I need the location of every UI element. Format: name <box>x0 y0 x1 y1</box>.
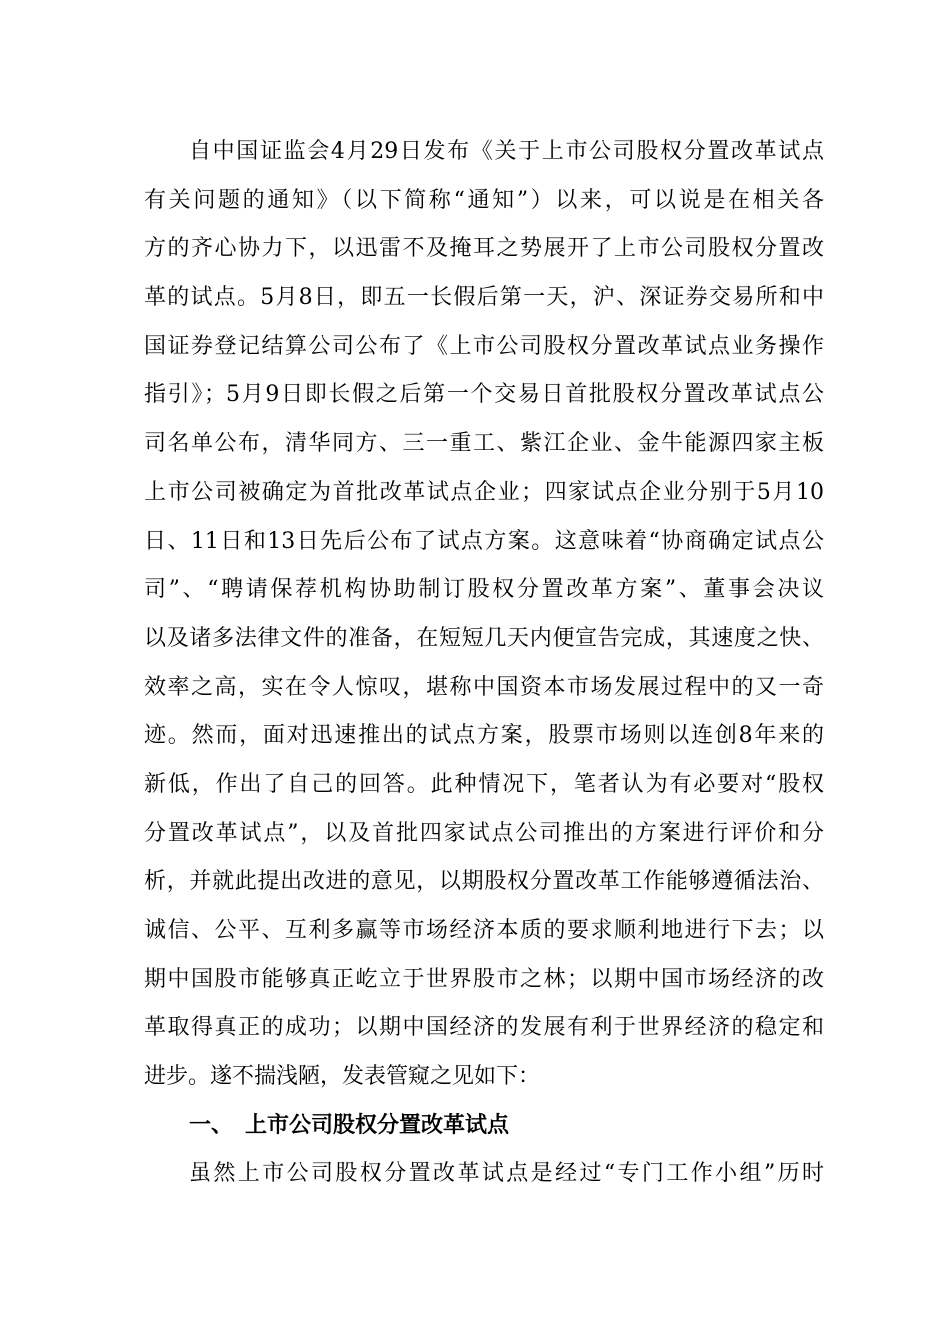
paragraph-line: 上市公司被确定为首批改革试点企业；四家试点企业分别于5月10 <box>144 479 824 505</box>
section-number: 一、 <box>189 1112 234 1138</box>
paragraph-intro <box>144 128 824 1102</box>
paragraph-line: 析，并就此提出改进的意见，以期股权分置改革工作能够遵循法治、 <box>144 869 824 895</box>
section-title: 上市公司股权分置改革试点 <box>245 1112 510 1138</box>
paragraph-line: 革的试点。5月8日，即五一长假后第一天，沪、深证券交易所和中 <box>144 285 824 311</box>
paragraph-line: 国证券登记结算公司公布了《上市公司股权分置改革试点业务操作 <box>144 333 824 359</box>
paragraph-line: 司”、“聘请保荐机构协助制订股权分置改革方案”、董事会决议 <box>144 577 824 603</box>
paragraph-line: 效率之高，实在令人惊叹，堪称中国资本市场发展过程中的又一奇 <box>144 674 824 700</box>
paragraph-section-1 <box>144 1150 824 1199</box>
paragraph-line: 指引》；5月9日即长假之后第一个交易日首批股权分置改革试点公 <box>144 382 824 408</box>
paragraph-line: 期中国股市能够真正屹立于世界股市之林；以期中国市场经济的改 <box>144 966 824 992</box>
paragraph-line: 诚信、公平、互利多赢等市场经济本质的要求顺利地进行下去；以 <box>144 918 824 943</box>
paragraph-line: 分置改革试点”，以及首批四家试点公司推出的方案进行评价和分 <box>144 820 824 846</box>
paragraph-line: 进步。遂不揣浅陋，发表管窥之见如下： <box>144 1064 541 1090</box>
paragraph-line: 自中国证监会4月29日发布《关于上市公司股权分置改革试点 <box>189 139 824 164</box>
paragraph-line: 方的齐心协力下，以迅雷不及掩耳之势展开了上市公司股权分置改 <box>144 236 824 262</box>
section-heading <box>144 1102 824 1151</box>
paragraph-line: 以及诸多法律文件的准备，在短短几天内便宣告完成，其速度之快、 <box>144 625 824 651</box>
paragraph-line: 虽然上市公司股权分置改革试点是经过“专门工作小组”历时 <box>189 1161 824 1187</box>
paragraph-line: 日、11日和13日先后公布了试点方案。这意味着“协商确定试点公 <box>144 528 824 554</box>
document-body <box>144 128 824 1199</box>
paragraph-line: 司名单公布，清华同方、三一重工、紫江企业、金牛能源四家主板 <box>144 431 824 457</box>
paragraph-line: 迹。然而，面对迅速推出的试点方案，股票市场则以连创8年来的 <box>144 723 824 749</box>
paragraph-line: 有关问题的通知》（以下简称“通知”）以来，可以说是在相关各 <box>144 187 824 213</box>
paragraph-line: 新低，作出了自己的回答。此种情况下，笔者认为有必要对“股权 <box>144 771 824 797</box>
paragraph-line: 革取得真正的成功；以期中国经济的发展有利于世界经济的稳定和 <box>144 1015 824 1041</box>
